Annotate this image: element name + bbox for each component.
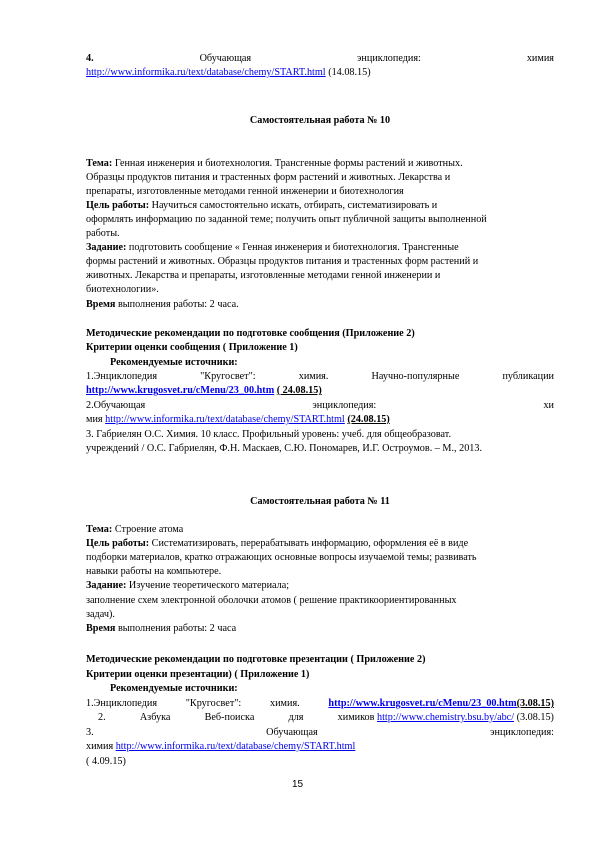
source-word: Обучающая [266,727,318,738]
source-word: публикации [502,371,554,382]
work10-goal-label: Цель работы: [86,200,150,211]
work11-criteria: Критерии оценки презентации) ( Приложение 1) [86,669,310,680]
work11-task-label: Задание: [86,580,127,591]
work10-source3-line1: 3. Габриелян О.С. Химия. 10 класс. Профильный уровень: учеб. для общеобразоват. [86,429,451,440]
work11-task-line1 [86,579,554,592]
source-word: энциклопедия: [490,727,554,738]
source-word: Научно-популярные [371,371,460,382]
work10-theme-line2: Образцы продуктов питания и трастенных форм растений и животных. Лекарства и [86,172,451,183]
work11-theme-text: Строение атома [114,524,184,535]
work10-criteria: Критерии оценки сообщения ( Приложение 1) [86,342,298,353]
work10-source2-date: (24.08.15) [347,414,390,425]
work11-time-label: Время [86,623,116,634]
work11-time-text: выполнения работы: 2 часа [117,623,237,634]
work10-task-line2: формы растений и животных. Образцы продуктов питания и трастенных форм растений и [86,256,479,267]
work11-time [86,622,554,635]
work10-goal-line3: работы. [86,228,120,239]
work10-time [86,298,554,311]
source-word: химия. [298,371,329,382]
source-word: для [288,712,304,723]
work11-task-line2: заполнение схем электронной оболочки атомов ( решение практикоориентированных [86,595,457,606]
work11-source3-line1 [86,726,554,739]
work11-source3-link[interactable]: http://www.informika.ru/text/database/chemy/START.html [115,741,356,752]
work10-goal-line1 [86,199,554,212]
work10-time-text: выполнения работы: 2 часа. [117,299,239,310]
work11-source1-date: (3.08.15) [516,698,554,709]
work10-source3-line2: учреждений / О.С. Габриелян, Ф.Н. Маскаев, С.Ю. Пономарев, И.Г. Остроумов. – М., 2013. [86,443,483,454]
work11-task-line3: задач). [86,609,115,620]
work11-sources-heading: Рекомендуемые источники: [110,683,238,694]
work11-goal-line2: подборки материалов, кратко отражающих основные вопросы изучаемой темы; развивать [86,552,477,563]
work10-task-label: Задание: [86,242,127,253]
prev-source-4-number: 4. [86,53,94,64]
prev-source-4-line2 [86,66,554,79]
source-word: 3. [86,727,94,738]
work11-source3-line2 [86,740,554,753]
work11-source1 [86,697,554,710]
source-word: 2. [98,712,106,723]
work11-theme-label: Тема: [86,524,113,535]
prev-source-4-date: (14.08.15) [328,67,371,78]
work11-source1-link[interactable]: http://www.krugosvet.ru/cMenu/23_00.htm [328,698,517,709]
work11-goal-line1 [86,537,554,550]
work10-source1-line1 [86,370,554,383]
work10-goal-text: Научиться самостоятельно искать, отбирать, систематизировать и [151,200,438,211]
work10-goal-line2: оформлять информацию по заданной теме; получить опыт публичной защиты выполненной [86,214,487,225]
work10-task-line3: животных. Лекарства и препараты, изготовленные методами генной инженерии и [86,270,441,281]
work10-source2-line1 [86,399,554,412]
work11-method: Методические рекомендации по подготовке презентации ( Приложение 2) [86,654,426,665]
prev-source-4-line1 [86,52,554,65]
work11-source3-date: ( 4.09.15) [86,756,126,767]
source-word: химия [86,741,114,752]
work10-source1-link[interactable]: http://www.krugosvet.ru/cMenu/23_00.htm [86,385,275,396]
source-word: энциклопедия: [312,400,377,411]
work10-source1-line2 [86,384,554,397]
prev-source-4-word: энциклопедия: [357,53,421,64]
work11-goal-label: Цель работы: [86,538,150,549]
work10-source2-link[interactable]: http://www.informika.ru/text/database/chemy/START.html [105,414,345,425]
prev-source-4-word: химия [526,53,554,64]
prev-source-4-word: Обучающая [199,53,252,64]
work10-source2-line2 [86,413,554,426]
source-word: 1.Энциклопедия [86,371,158,382]
work10-theme-label: Тема: [86,158,113,169]
work10-theme-line3: препараты, изготовленные методами генной инженерии и биотехнология [86,186,404,197]
prev-source-4-link[interactable]: http://www.informika.ru/text/database/chemy/START.html [86,67,326,78]
source-word: химия. [270,698,300,709]
work11-goal-line3: навыки работы на компьютере. [86,566,222,577]
source-word: Веб-поиска [204,712,255,723]
work10-task-text: подготовить сообщение « Генная инженерия и биотехнология. Трансгенные [128,242,459,253]
work10-task-line1 [86,241,554,254]
work11-goal-text: Систематизировать, перерабатывать информацию, оформления её в виде [151,538,469,549]
work10-theme-line1 [86,157,554,170]
work11-source2 [86,711,554,724]
source-word: 2.Обучающая [86,400,146,411]
source-word: хи [543,400,554,411]
source-word: "Кругосвет": [185,698,242,709]
work10-title: Самостоятельная работа № 10 [249,115,391,126]
work10-task-line4: биотехнологии». [86,284,159,295]
work11-title: Самостоятельная работа № 11 [250,496,390,507]
page-number: 15 [291,779,304,790]
work11-theme [86,523,554,536]
source-word: "Кругосвет": [200,371,256,382]
work10-theme-text: Генная инженерия и биотехнология. Трансгенные формы растений и животных. [114,158,463,169]
work10-method: Методические рекомендации по подготовке сообщения (Приложение 2) [86,328,415,339]
work11-source2-date: (3.08.15) [516,712,554,723]
source-word: Азбука [139,712,171,723]
work10-time-label: Время [86,299,116,310]
source-word: 1.Энциклопедия [86,698,158,709]
source-word: мия [86,414,103,425]
work10-sources-heading: Рекомендуемые источники: [110,357,238,368]
work11-task-text: Изучение теоретического материала; [128,580,290,591]
source-word: химиков [337,712,375,723]
work10-source1-date: ( 24.08.15) [276,385,322,396]
work11-source2-link[interactable]: http://www.chemistry.bsu.by/abc/ [377,712,515,723]
